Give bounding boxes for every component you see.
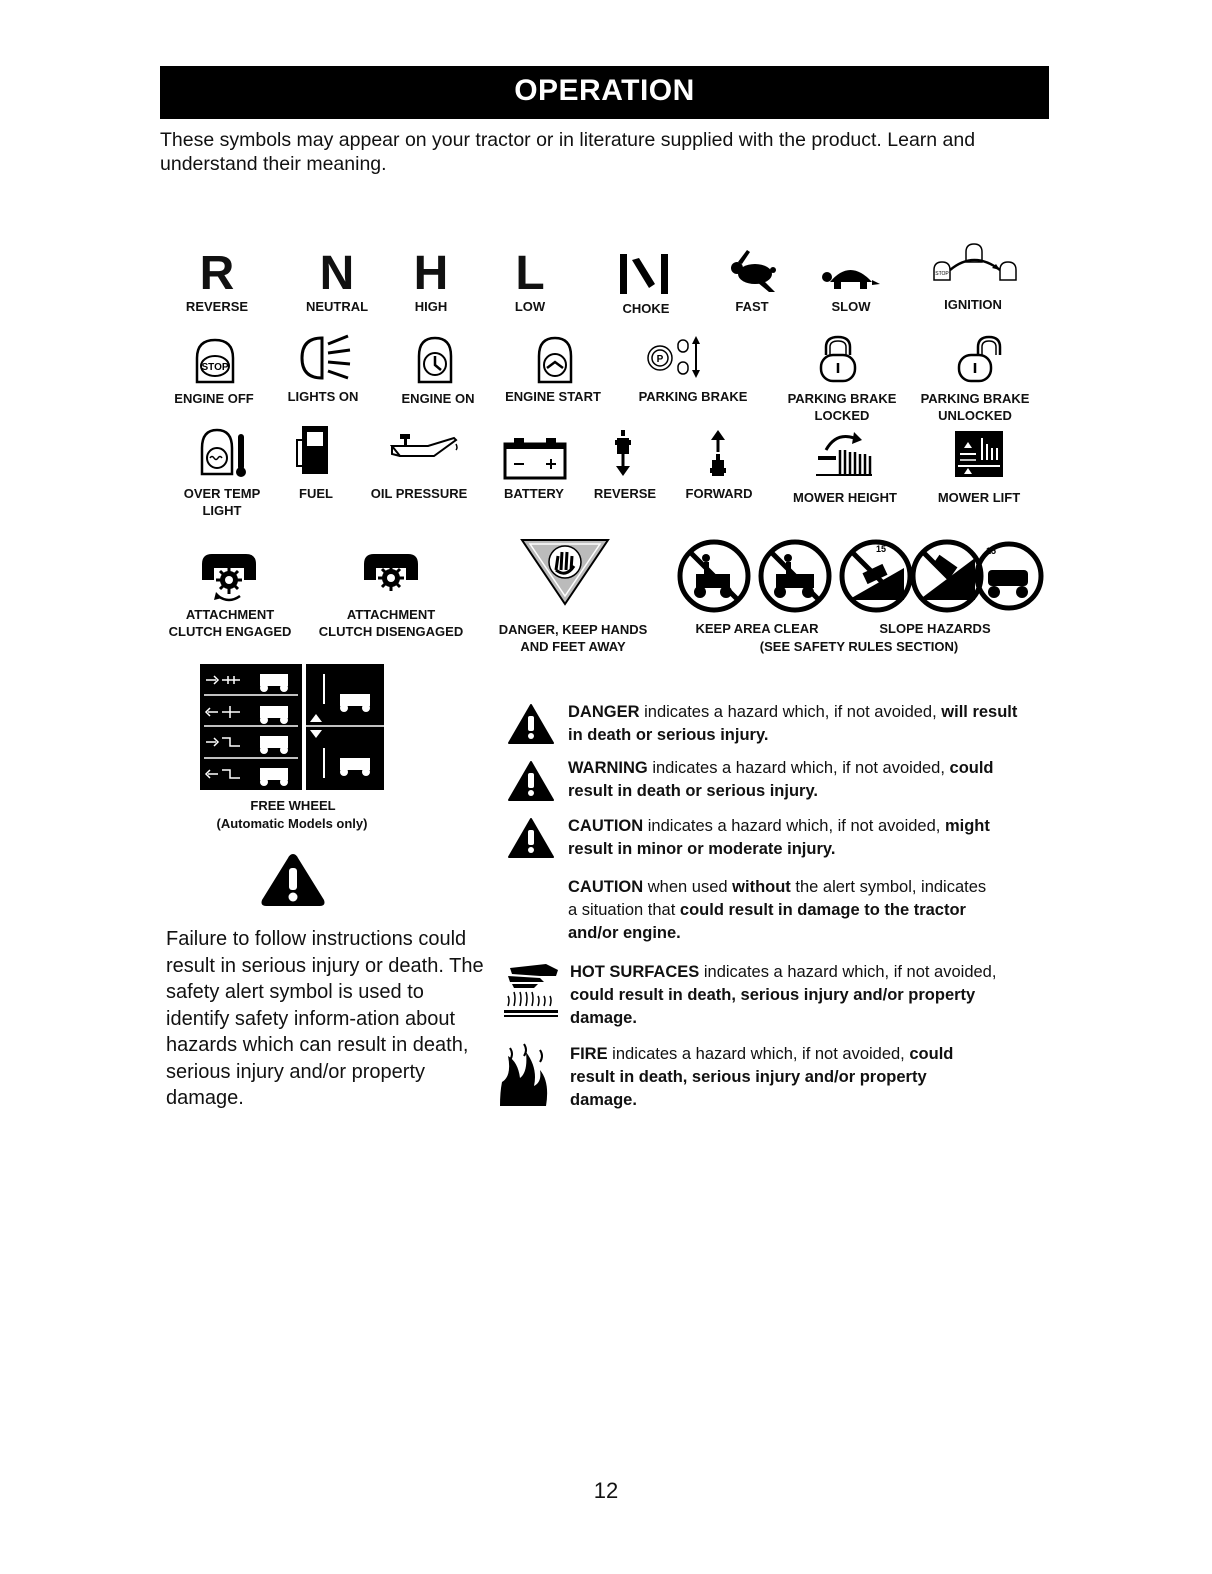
choke-label: CHOKE [622, 301, 670, 316]
keep-area-clear-label: KEEP AREA CLEAR [695, 621, 819, 636]
over-temp-label: OVER TEMP LIGHT [183, 486, 261, 518]
neutral-glyph: N [319, 247, 355, 300]
caution-alert-icon [508, 817, 554, 859]
over-temp-icon [198, 424, 248, 480]
engine-off-label: ENGINE OFF [174, 391, 254, 406]
parking-brake-label: PARKING BRAKE [638, 389, 748, 404]
danger-alert-icon [508, 703, 554, 745]
neutral-label: NEUTRAL [305, 299, 369, 314]
low-label: LOW [514, 299, 546, 314]
free-wheel-note: (Automatic Models only) [216, 816, 368, 831]
hot-surfaces-definition: HOT SURFACES indicates a hazard which, if not avoided, could result in death, serious injury and/or property damage. [570, 963, 997, 1027]
engine-start-icon [535, 334, 575, 386]
clutch-disengaged-label: ATTACHMENT CLUTCH DISENGAGED [318, 607, 464, 639]
engine-off-icon [192, 336, 238, 386]
reverse-glyph: R [199, 247, 235, 300]
free-wheel-label: FREE WHEEL [250, 798, 336, 813]
mower-lift-label: MOWER LIFT [937, 490, 1021, 505]
low-glyph: L [515, 247, 545, 300]
mower-height-label: MOWER HEIGHT [793, 490, 897, 505]
danger-definition: DANGER indicates a hazard which, if not avoided, will result in death or serious injury. [568, 703, 1018, 744]
clutch-engaged-icon [198, 550, 260, 606]
parking-brake-icon [646, 334, 708, 380]
caution-definition: CAUTION indicates a hazard which, if not avoided, might result in minor or moderate injury. [568, 817, 990, 858]
reverse-arrow-label: REVERSE [593, 486, 657, 501]
safety-alert-icon [260, 852, 326, 908]
oil-can-icon [390, 430, 460, 470]
high-label: HIGH [414, 299, 448, 314]
turtle-icon [820, 258, 882, 292]
intro-text: These symbols may appear on your tractor or in literature supplied with the product. Learn and understand their meaning. [160, 129, 976, 175]
lights-on-icon [298, 330, 354, 386]
free-wheel-icon [200, 664, 384, 790]
safety-rules-note: (SEE SAFETY RULES SECTION) [759, 639, 959, 654]
parking-brake-unlocked-label: PARKING BRAKE UNLOCKED [920, 391, 1030, 423]
hot-surface-icon [500, 962, 562, 1022]
oil-pressure-label: OIL PRESSURE [370, 486, 468, 501]
forward-label: FORWARD [685, 486, 753, 501]
mower-lift-icon [954, 430, 1004, 478]
slow-label: SLOW [831, 299, 871, 314]
failure-paragraph: Failure to follow instructions could result in serious injury or death. The safety alert symbol is used to identify safety inform-ation about hazards which can result in death, serious injury and/or property damage. [166, 928, 484, 1109]
reverse-label: REVERSE [185, 299, 249, 314]
ignition-icon [928, 240, 1024, 290]
warning-definition: WARNING indicates a hazard which, if not avoided, could result in death or serious injury. [568, 759, 994, 800]
fire-icon [494, 1042, 552, 1108]
lock-unlocked-icon [956, 333, 1006, 385]
battery-label: BATTERY [504, 486, 564, 501]
fuel-icon [294, 422, 334, 478]
page-title: OPERATION [160, 66, 1049, 119]
danger-hands-icon [520, 538, 610, 606]
clutch-engaged-label: ATTACHMENT CLUTCH ENGAGED [168, 607, 292, 639]
fast-label: FAST [735, 299, 769, 314]
engine-on-icon [415, 334, 455, 386]
slope-angle-text: 15 [876, 544, 887, 554]
caution-no-symbol-definition: CAUTION when used without the alert symbol, indicates a situation that could result in damage to the tractor and/or engine. [568, 878, 987, 942]
page-number: 12 [593, 1478, 619, 1503]
safety-prohibition-icons [676, 538, 1044, 616]
slope-hazards-label: SLOPE HAZARDS [879, 621, 991, 636]
choke-icon [615, 250, 675, 298]
engine-start-label: ENGINE START [505, 389, 601, 404]
warning-alert-icon [508, 760, 554, 802]
engine-off-stop-text: STOP [201, 362, 229, 373]
forward-arrow-icon [705, 428, 731, 478]
clutch-disengaged-icon [360, 550, 422, 594]
engine-on-label: ENGINE ON [401, 391, 475, 406]
slope-angle-text-2: 15 [986, 546, 997, 556]
fire-definition: FIRE indicates a hazard which, if not avoided, could result in death, serious injury and/or property damage. [570, 1045, 954, 1109]
fuel-label: FUEL [299, 486, 333, 501]
mower-height-icon [814, 428, 874, 478]
danger-hands-label: DANGER, KEEP HANDS AND FEET AWAY [498, 622, 648, 654]
high-glyph: H [413, 247, 449, 300]
parking-brake-locked-label: PARKING BRAKE LOCKED [787, 391, 897, 423]
parking-brake-p-text: P [656, 354, 664, 365]
reverse-arrow-icon [610, 428, 636, 478]
svg-text:STOP: STOP [935, 271, 949, 277]
battery-icon [502, 436, 568, 482]
lights-on-label: LIGHTS ON [287, 389, 359, 404]
lock-locked-icon [818, 333, 858, 385]
ignition-label: IGNITION [944, 297, 1002, 312]
rabbit-icon [725, 248, 781, 294]
